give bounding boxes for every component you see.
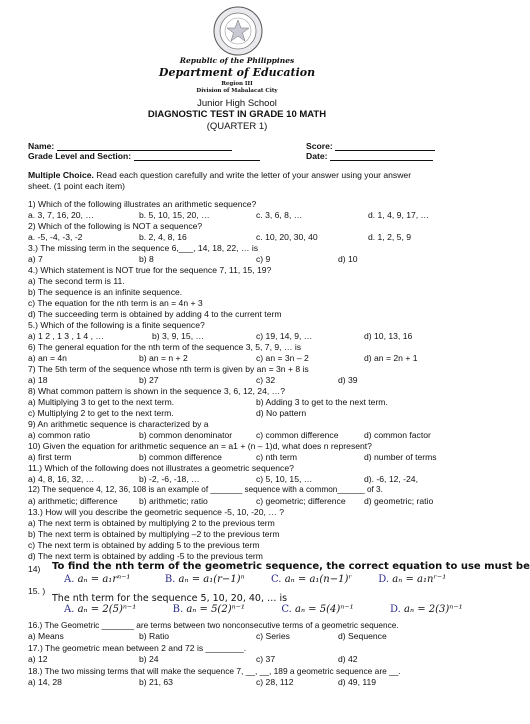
name-blank[interactable]: [57, 141, 232, 151]
date-label: Date:: [306, 151, 328, 161]
q1-option-c: c. 3, 6, 8, …: [256, 210, 303, 220]
instructions-label: Multiple Choice.: [28, 170, 94, 180]
q14-option-b-formula: aₙ = a₁(r−1)ⁿ: [178, 574, 245, 585]
q6-option-c: c) an = 3n – 2: [256, 353, 309, 363]
q10-option-a: a) first term: [28, 452, 72, 462]
q18-option-b: b) 21, 63: [139, 677, 173, 687]
score-label: Score:: [306, 141, 333, 151]
q6-option-b: b) an = n + 2: [139, 353, 188, 363]
q2-option-d: d. 1, 2, 5, 9: [368, 232, 411, 242]
q17-option-b: b) 24: [139, 654, 159, 664]
q9-option-b: b) common denominator: [139, 430, 233, 440]
q18-option-a: a) 14, 28: [28, 677, 62, 687]
question-12: 12) The sequence 4, 12, 36, 108 is an example of _______ sequence with a common______ of 3.: [28, 485, 383, 494]
question-1: 1) Which of the following illustrates an arithmetic sequence?: [28, 199, 257, 209]
q2-option-b: b. 2, 4, 8, 16: [139, 232, 187, 242]
date-blank[interactable]: [330, 151, 433, 161]
q14-option-a-formula: aₙ = a₁rⁿ⁻¹: [77, 574, 131, 585]
q5-option-d: d) 10, 13, 16: [364, 331, 413, 341]
question-14-number: 14): [28, 564, 41, 574]
instructions-text-1: Read each question carefully and write the letter of your answer using your answer: [93, 170, 412, 180]
q3-option-c: c) 9: [256, 254, 271, 264]
school-heading: Junior High School: [197, 98, 277, 109]
q4-option-a: a) The second term is 11.: [28, 276, 125, 286]
q11-option-c: c) 5, 10, 15, …: [256, 474, 313, 484]
question-4: 4.) Which statement is NOT true for the sequence 7, 11, 15, 19?: [28, 265, 272, 275]
q4-option-d: d) The succeeding term is obtained by adding 4 to the current term: [28, 309, 282, 319]
grade-section-blank[interactable]: [134, 151, 260, 161]
q15-option-d-letter: D.: [389, 604, 401, 615]
q14-option-d-letter: D.: [378, 574, 390, 585]
q8-option-a: a) Multiplying 3 to get to the next term.: [28, 397, 175, 407]
q1-option-a: a. 3, 7, 16, 20, …: [28, 210, 94, 220]
q18-option-c: c) 28, 112: [256, 677, 294, 687]
grade-section-field: [28, 151, 260, 161]
question-9: 9) An arithmetic sequence is characterized by a: [28, 419, 209, 429]
q12-option-a: a) arithmetic; difference: [28, 496, 118, 506]
question-14-text: To find the nth term of the geometric sequence, the correct equation to use must be: [52, 561, 530, 572]
q15-option-b-letter: B.: [172, 604, 184, 615]
q11-option-b: b) -2, -6, -18, …: [139, 474, 200, 484]
q12-option-c: c) geometric; difference: [256, 496, 346, 506]
q2-option-a: a. -5, -4, -3, -2: [28, 232, 83, 242]
q9-option-a: a) common ratio: [28, 430, 91, 440]
q12-option-b: b) arithmetic; ratio: [139, 496, 208, 506]
name-label: Name:: [28, 141, 55, 151]
question-18: 18.) The two missing terms that will make the sequence 7, __, __, 189 a geometric sequence are __.: [28, 666, 401, 676]
q13-option-b: b) The next term is obtained by multiplying –2 to the previous term: [28, 529, 280, 539]
q9-option-d: d) common factor: [364, 430, 431, 440]
q9-option-c: c) common difference: [256, 430, 339, 440]
q16-option-b: b) Ratio: [139, 631, 170, 641]
q4-option-b: b) The sequence is an infinite sequence.: [28, 287, 183, 297]
score-field: [306, 141, 435, 151]
q11-option-a: a) 4, 8, 16, 32, …: [28, 474, 95, 484]
q14-option-a-letter: A.: [64, 574, 75, 585]
q5-option-b: b) 3, 9, 15, …: [152, 331, 205, 341]
q18-option-d: d) 49, 119: [338, 677, 377, 687]
test-title: DIAGNOSTIC TEST IN GRADE 10 MATH: [147, 109, 327, 120]
question-5: 5.) Which of the following is a finite sequence?: [28, 320, 205, 330]
quarter-label: (QUARTER 1): [206, 121, 268, 132]
q14-options-row: [64, 574, 446, 585]
q14-option-c-letter: C.: [271, 574, 282, 585]
q8-option-c: c) Multiplying 2 to get to the next term.: [28, 408, 174, 418]
q12-option-d: d) geometric; ratio: [364, 496, 434, 506]
q10-option-c: c) nth term: [256, 452, 298, 462]
q16-option-d: d) Sequence: [338, 631, 387, 641]
q15-option-a-formula: aₙ = 2(5)ⁿ⁻¹: [77, 604, 137, 615]
q3-option-d: d) 10: [338, 254, 358, 264]
q8-option-d: d) No pattern: [256, 408, 307, 418]
q14-option-b-letter: B.: [164, 574, 176, 585]
q6-option-a: a) an = 4n: [28, 353, 67, 363]
q5-option-a: a) 1 2 , 1 3 , 1 4 , …: [28, 331, 104, 341]
question-11: 11.) Which of the following does not illustrates a geometric sequence?: [28, 463, 294, 473]
q15-option-d-formula: aₙ = 2(3)ⁿ⁻¹: [404, 604, 463, 615]
question-7: 7) The 5th term of the sequence whose nth term is given by an = 3n + 8 is: [28, 364, 309, 374]
q15-option-b-formula: aₙ = 5(2)ⁿ⁻¹: [186, 604, 245, 615]
q16-option-a: a) Means: [28, 631, 64, 641]
q1-option-b: b. 5, 10, 15, 20, …: [139, 210, 210, 220]
q4-option-c: c) The equation for the nth term is an = 4n + 3: [28, 298, 203, 308]
q17-option-d: d) 42: [338, 654, 358, 664]
q2-option-c: c. 10, 20, 30, 40: [256, 232, 318, 242]
name-field: [28, 141, 232, 151]
question-16: 16.) The Geometric _______ are terms between two nonconsecutive terms of a geometric sequence.: [28, 620, 399, 630]
question-15-text: The nth term for the sequence 5, 10, 20, 40, … is: [52, 593, 288, 604]
date-field: [306, 151, 433, 161]
q5-option-c: c) 19, 14, 9, …: [256, 331, 313, 341]
region-heading: Region III: [221, 81, 253, 87]
question-6: 6) The general equation for the nth term of the sequence 3, 5, 7, 9, … is: [28, 342, 302, 352]
department-heading: Department of Education: [158, 66, 316, 79]
q3-option-b: b) 8: [139, 254, 154, 264]
republic-heading: Republic of the Philippines: [179, 56, 295, 65]
question-2: 2) Which of the following is NOT a sequence?: [28, 221, 203, 231]
q7-option-b: b) 27: [139, 375, 159, 385]
q15-option-c-letter: C.: [281, 604, 292, 615]
q11-option-d: d). -6, 12, -24,: [364, 474, 418, 484]
q13-option-c: c) The next term is obtained by adding 5 to the previous term: [28, 540, 260, 550]
q10-option-b: b) common difference: [139, 452, 222, 462]
q14-option-d-formula: aₙ = a₁nʳ⁻¹: [392, 574, 447, 585]
grade-section-label: Grade Level and Section:: [28, 151, 132, 161]
q16-option-c: c) Series: [256, 631, 290, 641]
q14-option-c-formula: aₙ = a₁(n−1)ʳ: [284, 574, 352, 585]
q15-option-a-letter: A.: [64, 604, 75, 615]
question-8: 8) What common pattern is shown in the sequence 3, 6, 12, 24, …?: [28, 386, 285, 396]
q1-option-d: d. 1, 4, 9, 17, …: [368, 210, 430, 220]
q7-option-c: c) 32: [256, 375, 276, 385]
question-15-number: 15. ): [28, 586, 46, 596]
q8-option-b: b) Adding 3 to get to the next term.: [256, 397, 388, 407]
q3-option-a: a) 7: [28, 254, 43, 264]
score-blank[interactable]: [335, 141, 435, 151]
q15-options-row: [64, 604, 463, 615]
question-13: 13.) How will you describe the geometric sequence -5, 10, -20, … ?: [28, 507, 285, 517]
q17-option-a: a) 12: [28, 654, 48, 664]
question-3: 3.) The missing term in the sequence 6,___, 14, 18, 22, … is: [28, 243, 259, 253]
deped-seal-logo: [213, 6, 263, 56]
q10-option-d: d) number of terms: [364, 452, 437, 462]
q17-option-c: c) 37: [256, 654, 276, 664]
q6-option-d: d) an = 2n + 1: [364, 353, 418, 363]
q13-option-a: a) The next term is obtained by multiplying 2 to the previous term: [28, 518, 275, 528]
question-10: 10) Given the equation for arithmetic sequence an = a1 + (n – 1)d, what does n represent?: [28, 441, 372, 451]
question-17: 17.) The geometric mean between 2 and 72 is ________.: [28, 643, 247, 653]
instructions-line-2: sheet. (1 point each item): [28, 181, 125, 191]
q7-option-a: a) 18: [28, 375, 48, 385]
q13-option-d: d) The next term is obtained by adding -5 to the previous term: [28, 551, 263, 561]
instructions-line-1: [28, 170, 411, 180]
division-heading: Division of Mabalacat City: [196, 88, 278, 94]
q15-option-c-formula: aₙ = 5(4)ⁿ⁻¹: [294, 604, 354, 615]
q7-option-d: d) 39: [338, 375, 358, 385]
